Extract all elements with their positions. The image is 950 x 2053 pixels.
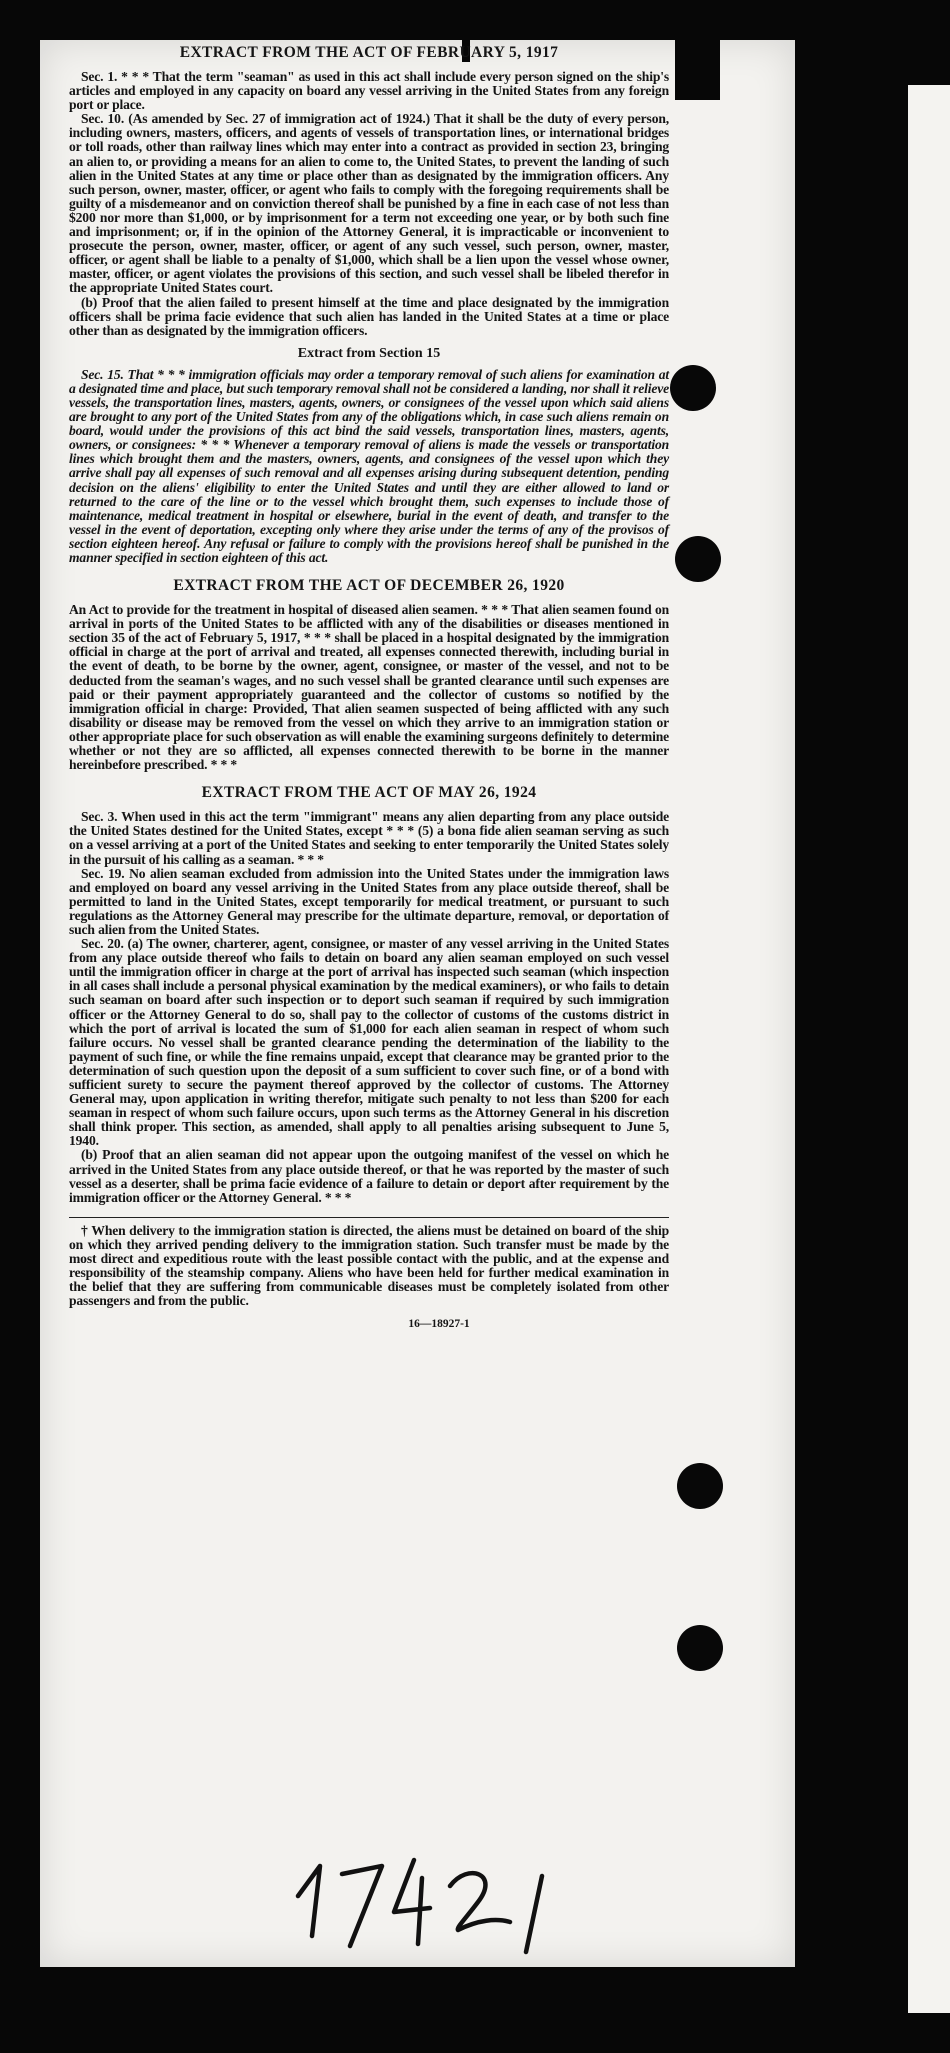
section-3-paragraph: Sec. 3. When used in this act the term "immigrant" means any alien departing from any place outside the United States destined for the United States, except * * * (5) a bona fide alien seaman serving as such on a vessel arriving at a port of the United States and seeking to enter temporarily the United States solely in the pursuit of his calling as a seaman. * * * bbox=[69, 809, 669, 867]
section-15-paragraph: Sec. 15. That * * * immigration officials may order a temporary removal of such aliens for examination at a designated time and place, but such temporary removal shall not be considered a landing, nor shall it relieve vessels, the transportation lines, masters, agents, owners, or consignees of the vessel upon which said aliens are brought to any port of the United States from any of the obligations which, in case such aliens remain on board, would under the provisions of this act bind the said vessels, transportation lines, masters, agents, owners, or consignees: * * * Whenever a temporary removal of aliens is made the vessels or transportation lines which brought them and the masters, owners, agents, and consignees of the vessel upon which they arrive shall pay all expenses of such removal and all expenses arising during subsequent detention, pending decision on the aliens' eligibility to enter the United States and until they are either allowed to land or returned to the care of the line or to the vessel which brought them, such expenses to include those of maintenance, medical treatment in hospital or elsewhere, burial in the event of death, and transfer to the vessel in the event of deportation, excepting only where they arise under the terms of any of the provisos of section eighteen hereof. Any refusal or failure to comply with the provisions hereof shall be punished in the manner specified in section eighteen of this act. bbox=[69, 366, 669, 565]
adjacent-page-strip bbox=[908, 85, 950, 2013]
heading-act-may-1924: EXTRACT FROM THE ACT OF MAY 26, 1924 bbox=[201, 784, 537, 802]
document-text bbox=[69, 44, 669, 1330]
punch-hole bbox=[675, 536, 721, 582]
handwritten-number bbox=[290, 1848, 580, 1958]
section-10b-paragraph: (b) Proof that the alien failed to present himself at the time and place designated by the immigration officers shall be prima facie evidence that such alien has landed in the United States at a time or place other than as designated by the immigration officers. bbox=[69, 294, 669, 338]
punch-hole bbox=[670, 365, 716, 411]
footnote-divider bbox=[69, 1217, 669, 1218]
section-20b-paragraph: (b) Proof that an alien seaman did not appear upon the outgoing manifest of the vessel on which he arrived in the United States from any place outside thereof, or that he was reported by the master of such vessel as a deserter, shall be prima facie evidence of a failure to detain or deport after requirement by the immigration officer or the Attorney General. * * * bbox=[69, 1147, 669, 1205]
section-10-paragraph: Sec. 10. (As amended by Sec. 27 of immigration act of 1924.) That it shall be the duty of every person, including owners, masters, officers, and agents of vessels of transportation lines, or international bridges or toll roads, other than railway lines which may enter into a contract as provided in section 23, bringing an alien to, or providing a means for an alien to come to, the United States, to prevent the landing of such alien in the United States at any time or place other than as designated by the immigration officers. Any such person, owner, master, officer, or agent who fails to comply with the foregoing requirements shall be guilty of a misdemeanor and on conviction thereof shall be punished by a fine in each case of not less than $200 nor more than $1,000, or by imprisonment for a term not exceeding one year, or by both such fine and imprisonment; or, if in the opinion of the Attorney General, it is impracticable or inconvenient to prosecute the person, owner, master, officer, or agent of any such vessel, such person, owner, master, officer, or agent shall be liable to a penalty of $1,000, which shall be a lien upon the vessel whose owner, master, officer, or agent violates the provisions of this section, and such vessel shall be libeled therefor in the appropriate United States court. bbox=[69, 111, 669, 296]
section-19-paragraph: Sec. 19. No alien seaman excluded from admission into the United States under the immigration laws and employed on board any vessel arriving in the United States from any place outside thereof, shall be permitted to land in the United States, except temporarily for medical treatment, or pursuant to such regulations as the Attorney General may prescribe for the ultimate departure, removal, or deportation of such alien from the United States. bbox=[69, 865, 669, 937]
section-1-paragraph: Sec. 1. * * * That the term "seaman" as used in this act shall include every person signed on the ship's articles and employed in any capacity on board any vessel arriving in the United States from any foreign port or place. bbox=[69, 69, 669, 113]
punch-hole bbox=[677, 1463, 723, 1509]
footnote: † When delivery to the immigration station is directed, the aliens must be detained on board of the ship on which they arrived pending delivery to the immigration station. Such transfer must be made by the most direct and expeditious route with the least possible contact with the public, and at the expense and responsibility of the steamship company. Aliens who have been held for further medical examination in the belief that they are suffering from communicable diseases must be completely isolated from other passengers and from the public. bbox=[69, 1222, 669, 1309]
page-edge-notch bbox=[675, 40, 720, 100]
act-1920-paragraph: An Act to provide for the treatment in hospital of diseased alien seamen. * * * That alien seamen found on arrival in ports of the United States to be afflicted with any of the disabilities or diseases mentioned in section 35 of the act of February 5, 1917, * * * shall be placed in a hospital designated by the immigration official in charge at the port of arrival and treated, all expenses connected therewith, including burial in the event of death, to be borne by the owner, agent, consignee, or master of the vessel, and not to be deducted from the seaman's wages, and no such vessel shall be granted clearance until such expenses are paid or their payment appropriately guaranteed and the collector of customs so notified by the immigration official in charge: Provided, That alien seamen suspected of being afflicted with any such disability or disease may be removed from the vessel on which they arrive to an immigration station or other appropriate place for such observation as will enable the examining surgeons definitely to determine whether or not they are so afflicted, all expenses connected therewith to be borne in the manner hereinbefore prescribed. * * * bbox=[69, 602, 669, 773]
section-20a-paragraph: Sec. 20. (a) The owner, charterer, agent, consignee, or master of any vessel arriving in the United States from any place outside thereof who fails to detain on board any alien seaman employed on such vessel until the immigration officer in charge at the port of arrival has inspected such seaman (which inspection in all cases shall include a personal physical examination by the medical examiners), or who fails to detain such seaman on board after such inspection or to deport such seaman if required by such immigration officer or the Attorney General to do so, shall pay to the collector of customs of the customs district in which the port of arrival is located the sum of $1,000 for each alien seaman in respect of whom such failure occurs. No vessel shall be granted clearance pending the determination of the liability to the payment of such fine, or while the fine remains unpaid, except that clearance may be granted prior to the determination of such question upon the deposit of a sum sufficient to cover such fine, or of a bond with sufficient surety to secure the payment thereof approved by the collector of customs. The Attorney General may, upon application in writing therefor, mitigate such penalty to not less than $200 for each seaman in respect of whom such failure occurs, upon such terms as the Attorney General in his discretion shall think proper. This section, as amended, shall apply to all penalties arising subsequent to June 5, 1940. bbox=[69, 936, 669, 1149]
form-number: 16—18927-1 bbox=[408, 1318, 470, 1331]
punch-hole bbox=[677, 1625, 723, 1671]
heading-act-dec-1920: EXTRACT FROM THE ACT OF DECEMBER 26, 1920 bbox=[173, 577, 565, 595]
heading-act-feb-1917: EXTRACT FROM THE ACT OF FEBRUARY 5, 1917 bbox=[179, 44, 559, 61]
subheading-section-15: Extract from Section 15 bbox=[297, 345, 441, 361]
